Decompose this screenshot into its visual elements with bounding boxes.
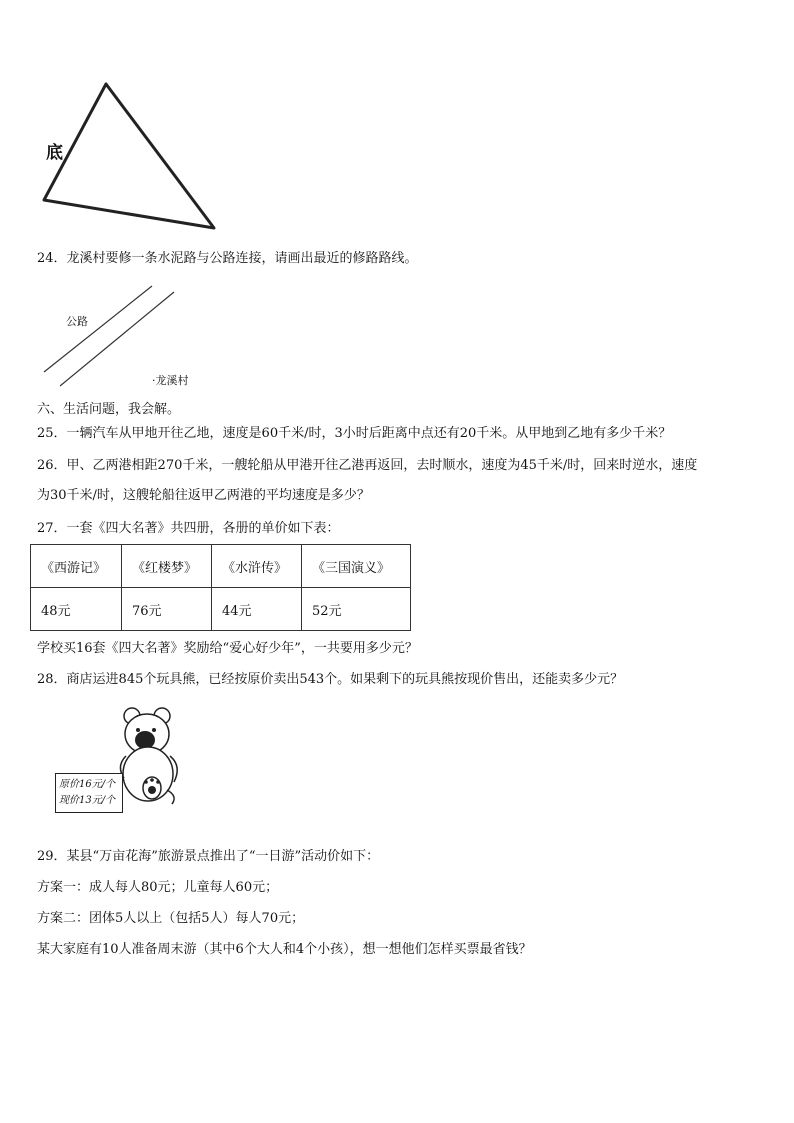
question-27-text: 学校买16套《四大名著》奖励给“爱心好少年”，一共要用多少元？ xyxy=(37,641,418,656)
road-label: 公路 xyxy=(66,315,88,328)
question-26-line2: 为30千米/时，这艘轮船往返甲乙两港的平均速度是多少？ xyxy=(37,488,370,503)
plan-2: 方案二：团体5人以上（包括5人）每人70元； xyxy=(37,911,305,926)
table-cell: 44元 xyxy=(212,588,302,631)
triangle-figure xyxy=(40,78,230,238)
table-cell: 《三国演义》 xyxy=(302,545,411,588)
book-price-table xyxy=(30,544,411,631)
current-price-text: 现价13元/个 xyxy=(59,795,116,806)
section-6-title: 六、生活问题，我会解。 xyxy=(37,402,181,417)
question-24: 24．龙溪村要修一条水泥路与公路连接，请画出最近的修路路线。 xyxy=(37,251,418,266)
table-cell: 《水浒传》 xyxy=(212,545,302,588)
village-label: ·龙溪村 xyxy=(152,374,189,387)
question-28: 28．商店运进845个玩具熊，已经按原价卖出543个。如果剩下的玩具熊按现价售出，还能卖多少元？ xyxy=(37,672,624,687)
triangle-base-label: 底 xyxy=(46,143,63,163)
plan-1: 方案一：成人每人80元；儿童每人60元； xyxy=(37,880,279,895)
question-29-intro: 29．某县“万亩花海”旅游景点推出了“一日游”活动价如下： xyxy=(37,849,380,864)
table-cell: 48元 xyxy=(31,588,122,631)
table-row xyxy=(31,588,411,631)
table-cell: 52元 xyxy=(302,588,411,631)
question-26-line1: 26．甲、乙两港相距270千米，一艘轮船从甲港开往乙港再返回，去时顺水，速度为45千米/时，回来时逆水，速度 xyxy=(37,458,698,473)
table-cell: 76元 xyxy=(122,588,212,631)
question-25: 25．一辆汽车从甲地开往乙地，速度是60千米/时，3小时后距离中点还有20千米。从甲地到乙地有多少千米？ xyxy=(37,426,672,441)
table-header-row xyxy=(31,545,411,588)
price-sign xyxy=(55,773,123,813)
table-cell: 《红楼梦》 xyxy=(122,545,212,588)
question-29-text: 某大家庭有10人准备周末游（其中6个大人和4个小孩），想一想他们怎样买票最省钱？ xyxy=(37,942,532,957)
original-price-text: 原价16元/个 xyxy=(59,779,116,790)
question-27-intro: 27．一套《四大名著》共四册，各册的单价如下表： xyxy=(37,521,340,536)
table-cell: 《西游记》 xyxy=(31,545,122,588)
